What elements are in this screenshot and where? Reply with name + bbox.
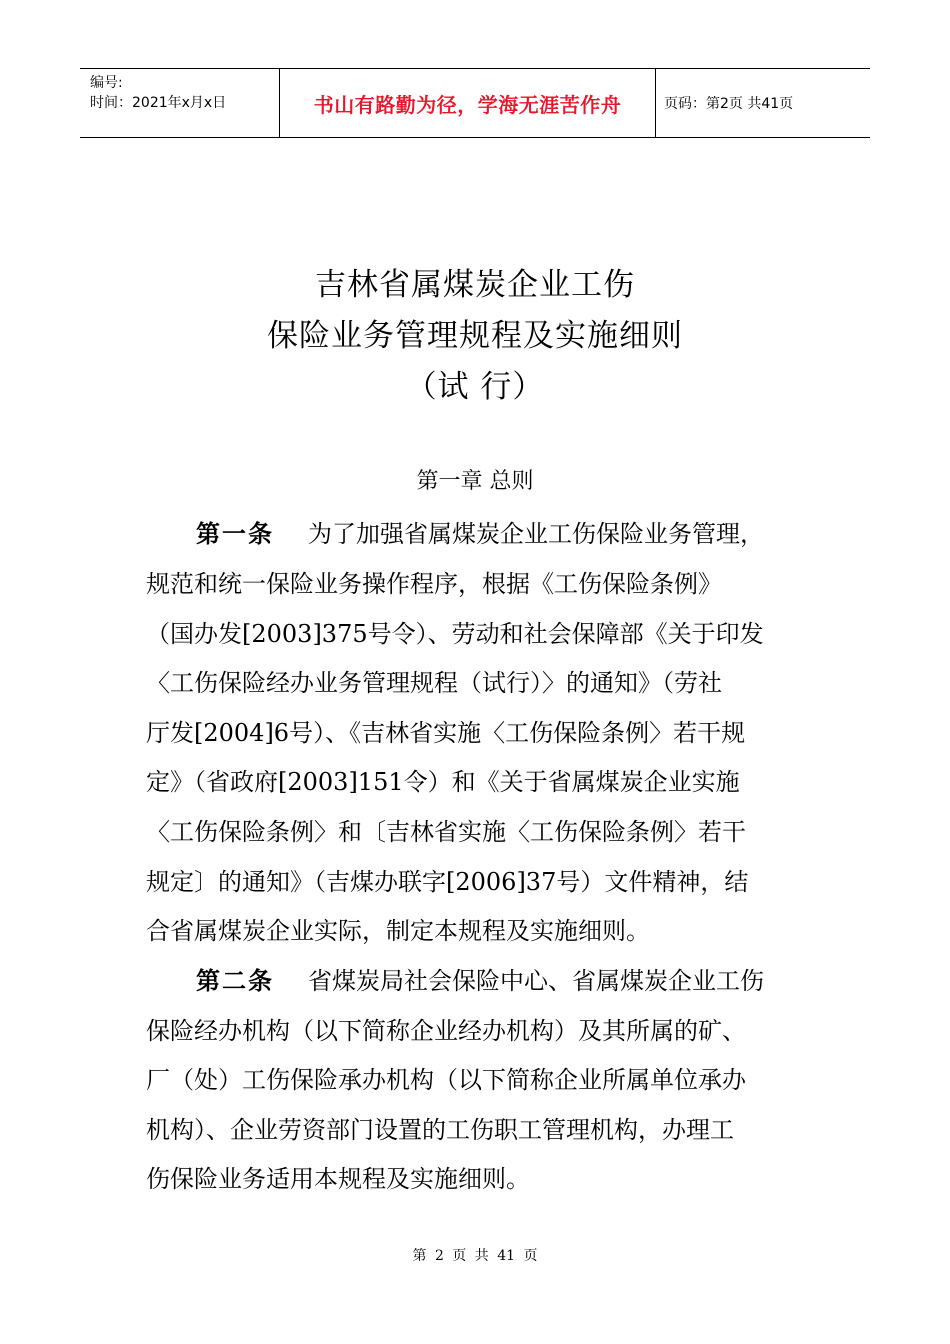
article-2-first-line [196, 965, 856, 997]
article-2-text: 省煤炭局社会保险中心、省属煤炭企业工伤 [308, 967, 764, 995]
article-1-line: 规定〕的通知》（吉煤办联字[2006]37号）文件精神，结 [146, 868, 749, 896]
article-2-line: 厂（处）工伤保险承办机构（以下简称企业所属单位承办 [146, 1066, 746, 1094]
header-motto-cell [280, 69, 656, 137]
document-title-line-2: 保险业务管理规程及实施细则 [267, 318, 683, 354]
article-2-line: 机构）、企业劳资部门设置的工伤职工管理机构，办理工 [146, 1116, 734, 1144]
article-2-line: 保险经办机构（以下简称企业经办机构）及其所属的矿、 [146, 1017, 746, 1045]
article-1-text: 为了加强省属煤炭企业工伤保险业务管理， [308, 520, 764, 548]
document-number-label: 编号: [90, 75, 123, 91]
document-title-line-3: （试 行） [405, 369, 545, 405]
page-footer: 第 2 页 共 41 页 [412, 1248, 538, 1264]
article-1-line: 〈工伤保险条例〉和〔吉林省实施〈工伤保险条例〉若干 [146, 818, 746, 846]
chapter-heading: 第一章 总则 [416, 469, 534, 494]
document-title-line-1: 吉林省属煤炭企业工伤 [315, 267, 635, 303]
article-1-line: 厅发[2004]6号）、《吉林省实施〈工伤保险条例〉若干规 [146, 719, 746, 747]
article-1-first-line [196, 518, 856, 550]
article-1-line: 定》（省政府[2003]151令）和《关于省属煤炭企业实施 [146, 768, 740, 796]
article-1-line: 合省属煤炭企业实际，制定本规程及实施细则。 [146, 917, 650, 945]
header-page-info-cell [656, 69, 870, 137]
document-date: 时间：2021年x月x日 [90, 95, 227, 111]
header-page-info: 页码：第2页 共41页 [664, 96, 794, 112]
article-1-line: 规范和统一保险业务操作程序，根据《工伤保险条例》 [146, 570, 722, 598]
article-1-label: 第一条 [196, 520, 274, 548]
article-1-line: （国办发[2003]375号令）、劳动和社会保障部《关于印发 [146, 620, 764, 648]
article-2-label: 第二条 [196, 967, 274, 995]
header-motto: 书山有路勤为径，学海无涯苦作舟 [313, 92, 622, 117]
header-meta [80, 69, 280, 137]
article-2-line: 伤保险业务适用本规程及实施细则。 [146, 1165, 530, 1193]
document-header [80, 68, 870, 138]
article-1-line: 〈工伤保险经办业务管理规程（试行）〉的通知》（劳社 [146, 669, 722, 697]
